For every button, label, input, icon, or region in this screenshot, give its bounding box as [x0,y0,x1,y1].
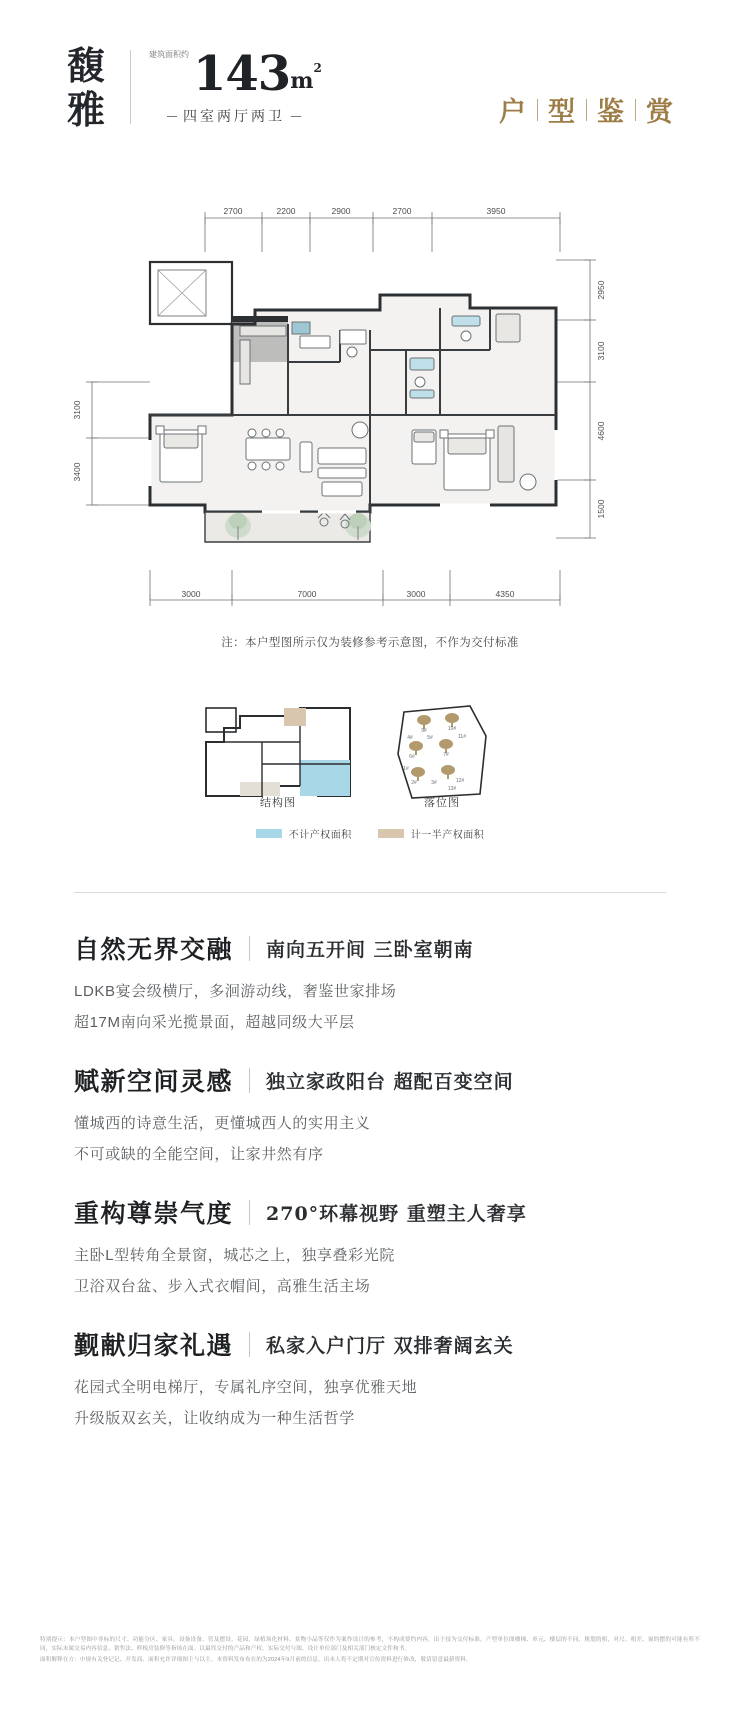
top-dim-3: 2900 [331,206,351,216]
top-dimension-group [205,212,560,252]
feature-subtitle-4: 私家入户门厅 双排奢阔玄关 [266,1334,514,1357]
footer-line-1: 特别提示：本户型图中非标的尺寸、功能分区、家具、设备设备、管及摆设、花园、绿植场化材料、景物小品等仅作为案作设计的参考，不构成要约内容，出于技为交付标准。产型单位图楼梯、单元、楼层的不同、规划的相，对尺、相差、窗的摆的可能有所不同，实际未属交易内容信息、销售法、样板房装修等指场在面、以最终交付的产品和产权、实际交付与图、设计单位部门及相关部门核定文件和书。 [40,1637,700,1652]
right-dimension-group [556,260,596,538]
feature-head-3 [0,1194,740,1230]
feature-head-4 [0,1326,740,1362]
furniture-dining [246,429,290,470]
legend-swatch-tan [378,829,404,838]
feature-subtitle-1: 南向五开间 三卧室朝南 [266,938,474,961]
dash-right-icon [291,116,301,117]
title-block [62,44,322,132]
right-dim-1: 2950 [596,280,606,300]
area-value: 143 [193,46,291,102]
feature-list [0,930,740,1458]
feature-block-3 [0,1194,740,1326]
parking-tag-7: 7# [443,752,449,758]
plan-note: 注：本户型图所示仅为装修参考示意图，不作为交付标准 [221,637,519,649]
top-dim-1: 2700 [223,206,243,216]
furniture-bed-left [156,426,206,482]
feature-bar-2 [249,1068,250,1093]
feature-bar-1 [249,936,250,961]
feature-title-1: 自然无界交融 [74,935,234,964]
parking-tag-3: 4# [407,735,413,741]
area-unit: m [290,68,314,94]
feature-title-4: 觐献归家礼遇 [74,1331,234,1360]
feature-title-3: 重构尊崇气度 [74,1199,234,1228]
bottom-dim-3: 3000 [406,589,426,599]
feature-subtitle-3: 270°环幕视野 重塑主人奢享 [266,1202,527,1225]
feature-line-2b: 不可或缺的全能空间，让家井然有序 [74,1146,324,1163]
feature-line-1b: 超17M南向采光揽景面，超越同级大平层 [74,1014,355,1031]
page-header [0,44,740,164]
legend-item-1 [256,826,352,841]
feature-line-4b: 升级版双玄关，让收纳成为一种生活哲学 [74,1410,355,1427]
floor-plan [0,190,740,660]
feature-bar-3 [249,1200,250,1225]
feature-head-2 [0,1062,740,1098]
left-dimension-group [86,382,150,505]
parking-tag-8: 2# [411,780,417,786]
area-label: 建筑面积约 [149,50,189,59]
feature-head-1 [0,930,740,966]
feature-line-2a: 懂城西的诗意生活，更懂城西人的实用主义 [74,1115,371,1132]
parking-tag-12: 13# [447,786,457,792]
left-dim-2: 3400 [72,462,82,482]
legend-item-2 [378,826,485,841]
room-config-label: 四室两厅两卫 [183,108,285,124]
feature-line-4a: 花园式全明电梯厅，专属礼序空间，独享优雅天地 [74,1379,418,1396]
heading-char-2: 型 [548,97,576,128]
feature-line-3a: 主卧L型转角全景窗，城芯之上，独享叠彩光院 [74,1247,395,1264]
bottom-dim-2: 7000 [297,589,317,599]
feature-line-1a: LDKB宴会级横厅，多洄游动线，奢鉴世家排场 [74,983,397,1000]
legend-label-1: 不计产权面积 [288,830,352,841]
footer-disclaimer [40,1636,700,1667]
parking-tag-5: 11# [458,734,466,740]
area-main [193,48,322,100]
right-dim-2: 3100 [596,341,606,361]
top-dim-5: 3950 [486,206,506,216]
parking-mini-plan [398,706,486,798]
feature-bar-4 [249,1332,250,1357]
bottom-dim-4: 4350 [495,589,515,599]
floor-plan-svg [0,190,740,660]
bottom-dimension-group [150,570,560,606]
top-dim-2: 2200 [276,206,296,216]
legend-swatch-blue [256,829,282,838]
structure-mini-plan [206,708,350,796]
brand-name [62,44,112,132]
parking-tag-6: 6# [409,754,415,760]
parking-tag-9: 3# [431,780,437,786]
parking-tag-1: 9# [421,728,427,734]
parking-tag-4: 5# [427,735,433,741]
parking-diagram-label: 落位图 [424,797,460,809]
legend [0,826,740,841]
parking-tag-11: 1# [403,766,409,772]
parking-tag-10: 12# [455,778,465,784]
area-block [149,44,322,126]
right-dim-4: 1500 [596,499,606,519]
right-dim-3: 4600 [596,421,606,441]
dash-left-icon [167,116,177,117]
section-heading-huxing [489,90,684,129]
feature-block-2 [0,1062,740,1194]
brand-name-line2: 雅 [66,87,107,132]
title-divider [130,50,131,124]
parking-tag-2: 10# [447,726,457,732]
plan-geometry [150,262,556,542]
feature-line-3b: 卫浴双台盆、步入式衣帽间，高雅生活主场 [74,1278,371,1295]
feature-subtitle-2: 独立家政阳台 超配百变空间 [266,1070,514,1093]
room-config [167,106,322,126]
footer-line-2: 面积解释在方：中规有关登记记、开发商、面积允许详细图主与以主。本资料发布布在的为2024年9月前的信息，出未人将不定期对宣传资料进行修改，敬请留意最新资料。 [40,1657,472,1663]
heading-char-3: 鉴 [597,97,625,128]
top-dim-4: 2700 [392,206,412,216]
feature-title-2: 赋新空间灵感 [74,1067,234,1096]
bottom-dim-1: 3000 [181,589,201,599]
heading-char-1: 户 [499,97,527,128]
structure-diagram-label: 结构图 [260,797,296,809]
brand-name-line1: 馥 [66,43,107,88]
legend-label-2: 计一半产权面积 [410,830,485,841]
feature-block-4 [0,1326,740,1458]
feature-block-1 [0,930,740,1062]
area-unit-superscript: 2 [313,61,322,75]
heading-char-4: 赏 [646,97,674,128]
left-dim-1: 3100 [72,400,82,420]
furniture-bed-mid [412,430,436,464]
section-divider [74,892,666,893]
